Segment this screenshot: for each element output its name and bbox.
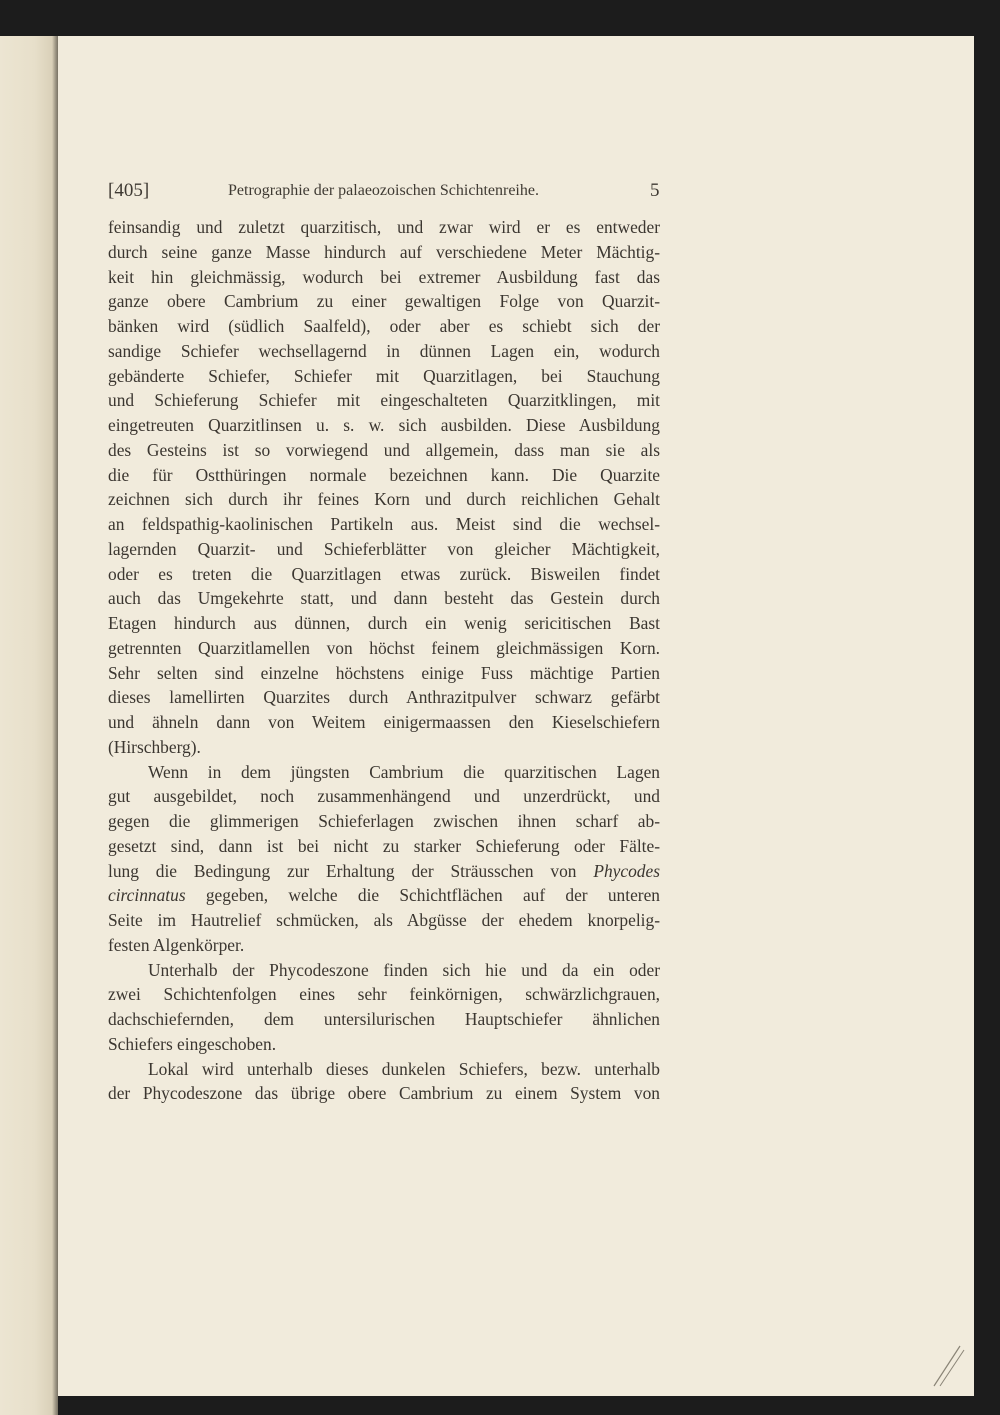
text-line: auch das Umgekehrte statt, und dann besteht das Gestein durch bbox=[108, 588, 660, 609]
text-line: gut ausgebildet, noch zusammenhängend und unzerdrückt, und bbox=[108, 786, 660, 807]
text-line: festen Algenkörper. bbox=[108, 934, 245, 955]
text-line: Schiefers eingeschoben. bbox=[108, 1033, 277, 1054]
text-line-with-italic bbox=[108, 859, 660, 884]
text-line: gebänderte Schiefer, Schiefer mit Quarzitlagen, bei Stauchung bbox=[108, 365, 660, 386]
text-line: Wenn in dem jüngsten Cambrium die quarzitischen Lagen bbox=[148, 761, 660, 782]
text-line: (Hirschberg). bbox=[108, 736, 201, 757]
text-line: feinsandig und zuletzt quarzitisch, und zwar wird er es entweder bbox=[108, 217, 660, 237]
text-line: an feldspathig-kaolinischen Partikeln aus. Meist sind die wechsel- bbox=[108, 514, 660, 534]
text-line: dieses lamellirten Quarzites durch Anthrazitpulver schwarz gefärbt bbox=[108, 687, 660, 708]
text-line: bänken wird (südlich Saalfeld), oder aber es schiebt sich der bbox=[108, 316, 660, 336]
text-line: eingetreuten Quarzitlinsen u. s. w. sich ausbilden. Diese Ausbildung bbox=[108, 415, 660, 435]
text-line: getrennten Quarzitlamellen von höchst feinem gleichmässigen Korn. bbox=[108, 637, 660, 658]
text-line: ganze obere Cambrium zu einer gewaltigen Folge von Quarzit- bbox=[108, 291, 660, 312]
text-line: gegen die glimmerigen Schieferlagen zwischen ihnen scharf ab- bbox=[108, 811, 660, 831]
text-line: Sehr selten sind einzelne höchstens einige Fuss mächtige Partien bbox=[108, 662, 660, 683]
text-segment: lung die Bedingung zur Erhaltung der Sträusschen von bbox=[108, 860, 577, 881]
italic-species-name: circinnatus bbox=[108, 885, 186, 906]
text-line: sandige Schiefer wechsellagernd in dünnen Lagen ein, wodurch bbox=[108, 340, 660, 361]
text-line: zwei Schichtenfolgen eines sehr feinkörnigen, schwärzlichgrauen, bbox=[108, 984, 660, 1005]
text-line: oder es treten die Quarzitlagen etwas zurück. Bisweilen findet bbox=[108, 563, 660, 584]
page-reference: [405] bbox=[108, 180, 150, 201]
text-line: dachschiefernden, dem untersilurischen Hauptschiefer ähnlichen bbox=[108, 1009, 660, 1029]
text-line: zeichnen sich durch ihr feines Korn und durch reichlichen Gehalt bbox=[108, 489, 660, 510]
text-line: Etagen hindurch aus dünnen, durch ein wenig sericitischen Bast bbox=[108, 613, 660, 633]
running-title: Petrographie der palaeozoischen Schichtenreihe. bbox=[228, 182, 539, 199]
text-line: des Gesteins ist so vorwiegend und allgemein, dass man sie als bbox=[108, 439, 660, 460]
text-line: lagernden Quarzit- und Schieferblätter von gleicher Mächtigkeit, bbox=[108, 538, 660, 559]
running-header bbox=[108, 180, 708, 210]
text-line-with-italic bbox=[108, 883, 660, 908]
italic-genus-name: Phycodes bbox=[593, 860, 660, 881]
text-segment: gegeben, welche die Schichtflächen auf der unteren bbox=[205, 885, 660, 906]
text-line: der Phycodeszone das übrige obere Cambrium zu einem System von bbox=[108, 1083, 660, 1104]
text-line: Lokal wird unterhalb dieses dunkelen Schiefers, bezw. unterhalb bbox=[148, 1058, 660, 1079]
text-line: Seite im Hautrelief schmücken, als Abgüsse der ehedem knorpelig- bbox=[108, 910, 660, 930]
text-line: keit hin gleichmässig, wodurch bei extremer Ausbildung fast das bbox=[108, 266, 660, 287]
page-number: 5 bbox=[650, 180, 660, 201]
text-line: und Schieferung Schiefer mit eingeschalteten Quarzitklingen, mit bbox=[108, 390, 660, 411]
page-corner-mark bbox=[930, 1340, 970, 1390]
text-line: die für Ostthüringen normale bezeichnen kann. Die Quarzite bbox=[108, 464, 660, 485]
text-line: Unterhalb der Phycodeszone finden sich hie und da ein oder bbox=[148, 959, 660, 980]
text-line: gesetzt sind, dann ist bei nicht zu starker Schieferung oder Fälte- bbox=[108, 835, 660, 856]
text-line: und ähneln dann von Weitem einigermaassen den Kieselschiefern bbox=[108, 712, 660, 732]
left-page-edge bbox=[0, 36, 58, 1415]
body-text bbox=[108, 215, 660, 1106]
text-line: durch seine ganze Masse hindurch auf verschiedene Meter Mächtig- bbox=[108, 241, 660, 262]
